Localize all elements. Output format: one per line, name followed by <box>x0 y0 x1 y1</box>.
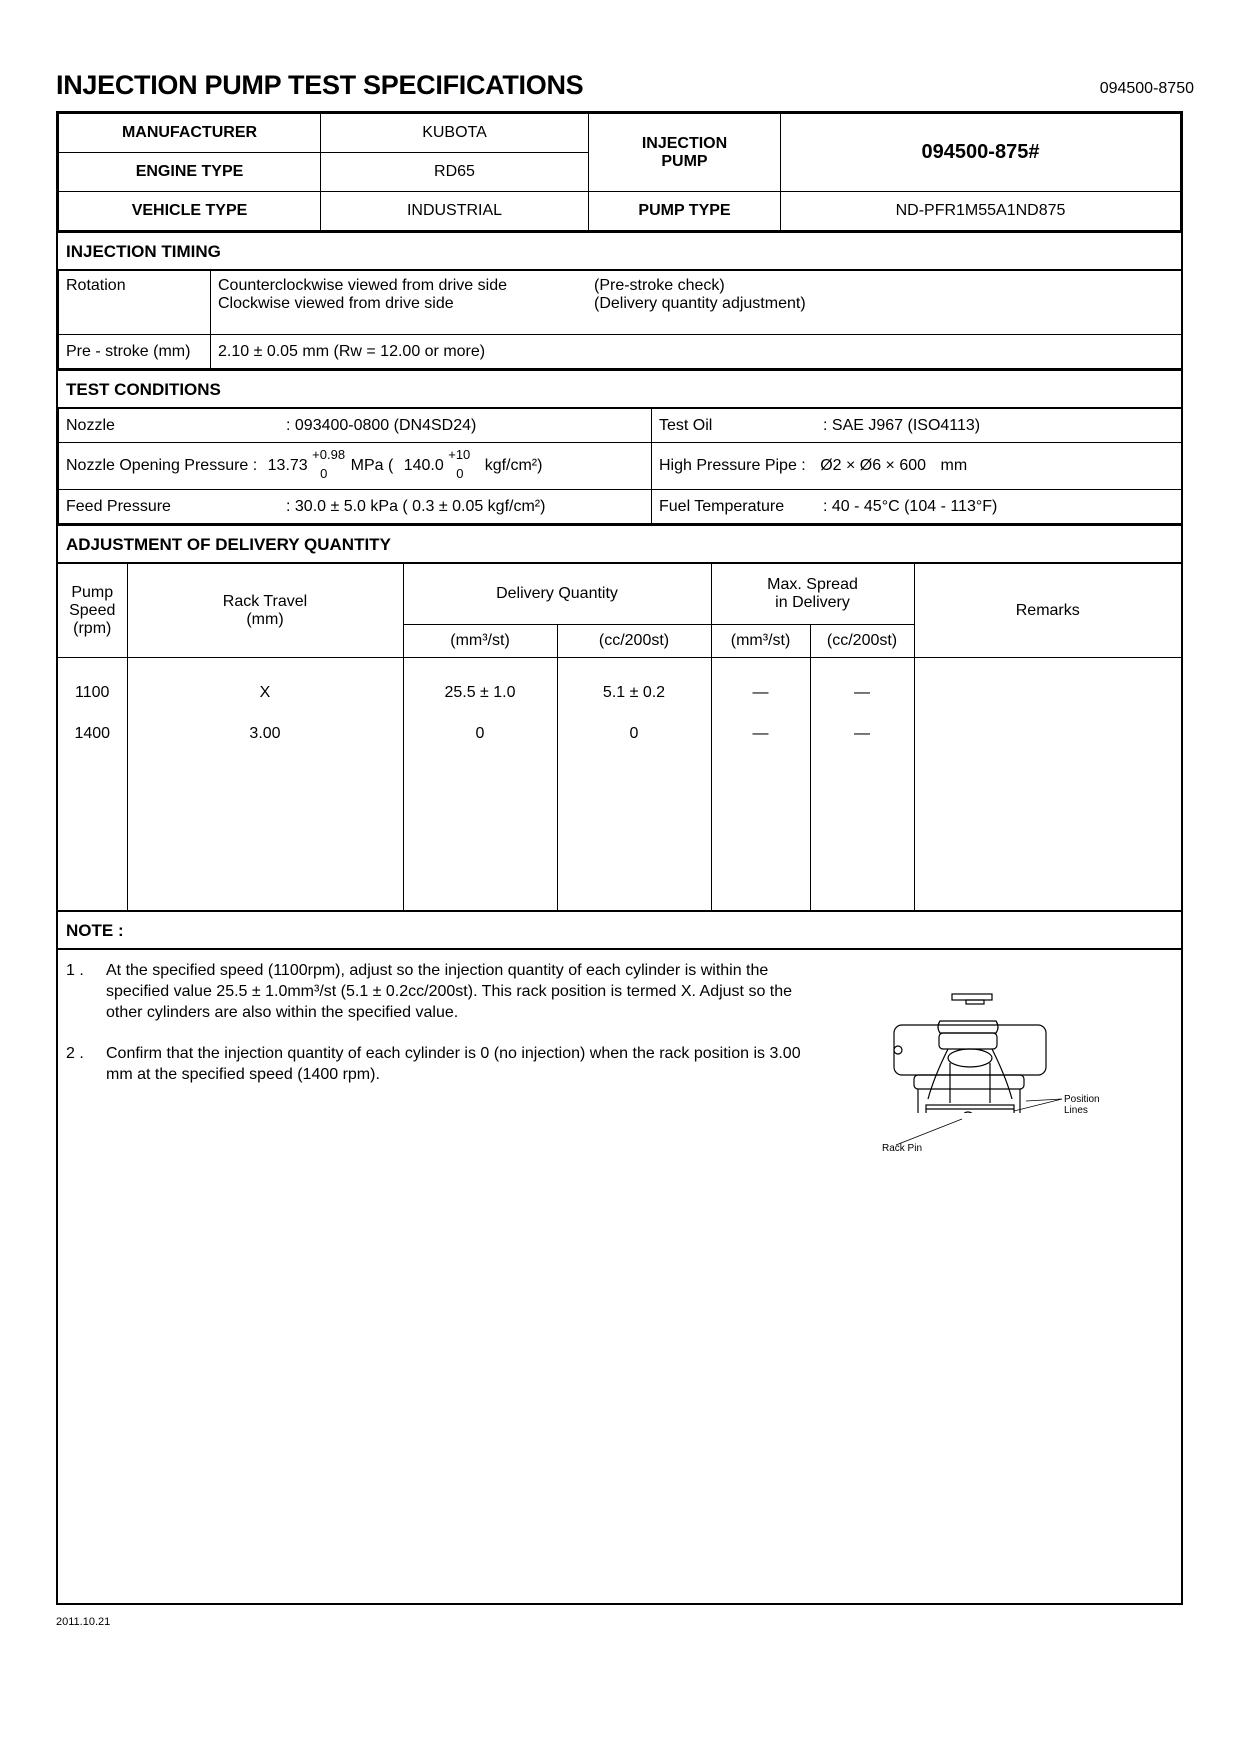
col-pump-speed: Pump Speed (rpm) <box>58 564 127 658</box>
pump-diagram <box>816 873 1116 1154</box>
delivery-quantity-heading: ADJUSTMENT OF DELIVERY QUANTITY <box>58 524 1181 563</box>
mm3-column: 25.5 ± 1.0 0 <box>403 658 557 910</box>
test-conditions-heading: TEST CONDITIONS <box>58 369 1181 408</box>
page-title: INJECTION PUMP TEST SPECIFICATIONS <box>56 70 584 100</box>
note-item: 2 . Confirm that the injection quantity of each cylinder is 0 (no injection) when the rack position is 3.00 mm at the specified speed (1400 rpm). <box>66 1044 801 1083</box>
injection-pump-label: INJECTION PUMP <box>589 114 781 192</box>
unit-cc: (cc/200st) <box>557 625 711 658</box>
print-date: 2011.10.21 <box>56 1616 111 1628</box>
injection-timing-table <box>58 270 1181 369</box>
note-heading: NOTE : <box>58 910 1181 949</box>
spread-mm3-column: — — <box>711 658 810 910</box>
manufacturer-label: MANUFACTURER <box>59 114 321 153</box>
col-rack-travel: Rack Travel (mm) <box>127 564 403 658</box>
rack-pin-label: Rack Pin <box>882 1143 923 1154</box>
feed-pressure-cell: Feed Pressure : 30.0 ± 5.0 kPa ( 0.3 ± 0.05 kgf/cm²) <box>59 490 652 524</box>
test-oil-cell: Test Oil : SAE J967 (ISO4113) <box>652 409 1182 443</box>
pump-type-label: PUMP TYPE <box>589 192 781 231</box>
label-leaders <box>816 873 1116 1113</box>
injection-pump-value: 094500-875# <box>781 114 1181 192</box>
pump-info-table <box>58 113 1181 231</box>
spec-sheet-frame <box>56 111 1183 1605</box>
note-item: 1 . At the specified speed (1100rpm), adjust so the injection quantity of each cylinder is within the specified value 25.5 ± 1.0mm³/st (5.1 ± 0.2cc/200st). This rack position is termed X. Adjust so the other cylinders are also within the specified value. <box>66 961 793 1021</box>
test-conditions-table <box>58 408 1181 524</box>
rotation-label: Rotation <box>59 271 211 335</box>
unit-mm3: (mm³/st) <box>403 625 557 658</box>
speed-column <box>58 658 127 910</box>
position-lines-label: Position Lines <box>1064 1094 1100 1116</box>
table-row: 1400 <box>74 725 111 742</box>
nozzle-opening-pressure-cell: Nozzle Opening Pressure : 13.73 +0.98 0 MPa ( 140.0 +10 0 kgf/cm²) <box>59 443 652 490</box>
high-pressure-pipe-cell: High Pressure Pipe : Ø2 × Ø6 × 600 mm <box>652 443 1182 490</box>
col-remarks: Remarks <box>914 564 1181 658</box>
delivery-quantity-table <box>58 563 1181 910</box>
rotation-value: Counterclockwise viewed from drive side (Pre-stroke check) Clockwise viewed from drive side (Delivery quantity adjustment) <box>211 271 1182 335</box>
engine-type-value: RD65 <box>321 153 589 192</box>
pump-type-value: ND-PFR1M55A1ND875 <box>781 192 1181 231</box>
prestroke-label: Pre - stroke (mm) <box>59 335 211 369</box>
unit-spread-cc: (cc/200st) <box>810 625 914 658</box>
vehicle-type-label: VEHICLE TYPE <box>59 192 321 231</box>
vehicle-type-value: INDUSTRIAL <box>321 192 589 231</box>
spread-cc-column: — — <box>810 658 914 910</box>
injection-timing-heading: INJECTION TIMING <box>58 231 1181 270</box>
table-row: 1100 <box>75 684 110 701</box>
rack-column: X 3.00 <box>127 658 403 910</box>
nozzle-cell: Nozzle : 093400-0800 (DN4SD24) <box>59 409 652 443</box>
remarks-column <box>914 658 1181 910</box>
document-number: 094500-8750 <box>1099 80 1194 97</box>
col-delivery-quantity: Delivery Quantity <box>403 564 711 625</box>
unit-spread-mm3: (mm³/st) <box>711 625 810 658</box>
fuel-temperature-cell: Fuel Temperature : 40 - 45°C (104 - 113°F) <box>652 490 1182 524</box>
col-max-spread: Max. Spread in Delivery <box>711 564 914 625</box>
engine-type-label: ENGINE TYPE <box>59 153 321 192</box>
prestroke-value: 2.10 ± 0.05 mm (Rw = 12.00 or more) <box>211 335 1182 369</box>
manufacturer-value: KUBOTA <box>321 114 589 153</box>
cc-column: 5.1 ± 0.2 0 <box>557 658 711 910</box>
